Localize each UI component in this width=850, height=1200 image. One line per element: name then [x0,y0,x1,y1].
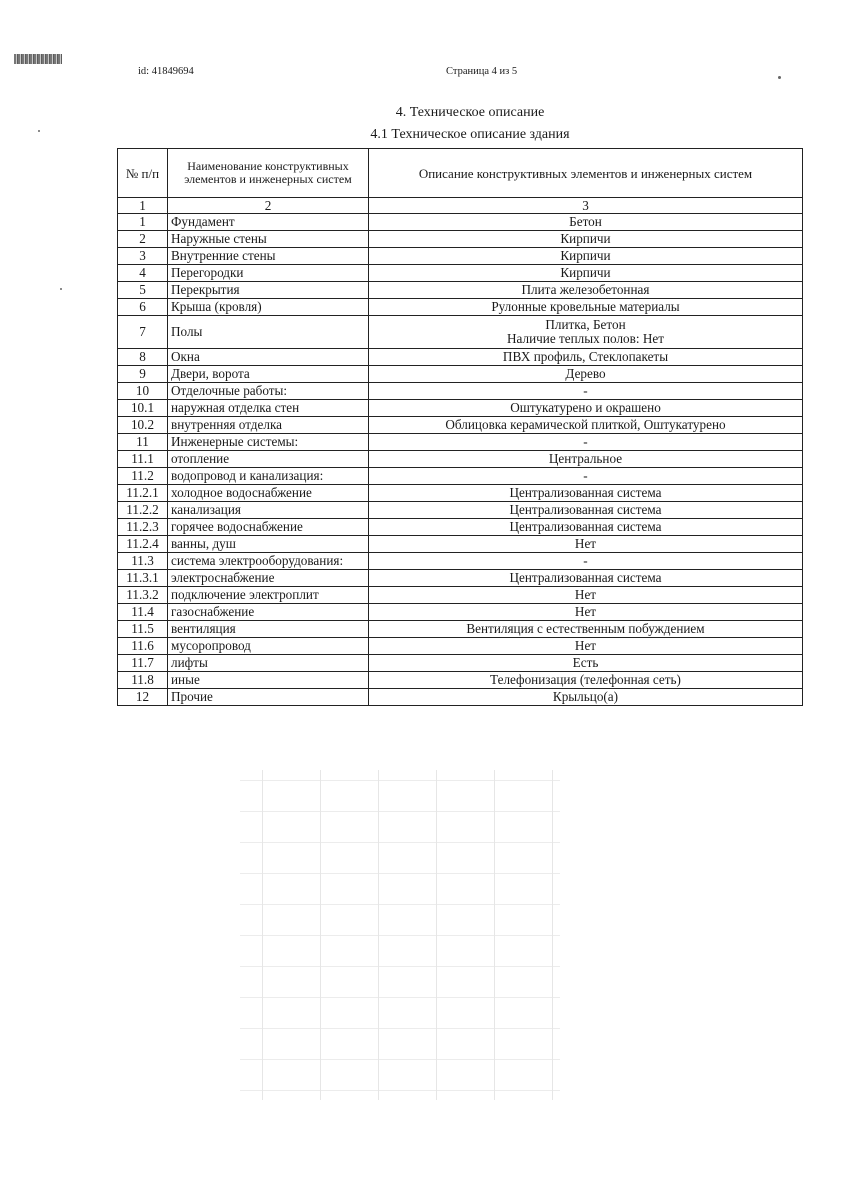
row-element-name: Наружные стены [168,231,369,248]
table-row [118,434,803,451]
table-row [118,366,803,383]
subsection-title: 4.1 Техническое описание здания [370,127,570,142]
row-element-description: Вентиляция с естественным побуждением [369,621,803,638]
table-row [118,672,803,689]
row-element-name: Внутренние стены [168,248,369,265]
row-element-description: Централизованная система [369,485,803,502]
row-number: 11.3.1 [118,570,168,587]
column-index-1: 1 [118,198,168,214]
row-element-name: Окна [168,349,369,366]
table-row [118,604,803,621]
header-element-name: Наименование конструктивных элементов и инженерных систем [168,149,369,198]
table-row [118,248,803,265]
row-description-line: Наличие теплых полов: Нет [507,331,664,346]
table-body [118,214,803,706]
row-element-name: ванны, душ [168,536,369,553]
row-number: 11.5 [118,621,168,638]
table-row [118,485,803,502]
table-row [118,655,803,672]
row-element-description: Нет [369,536,803,553]
row-element-name: Перекрытия [168,282,369,299]
table-row [118,299,803,316]
row-number: 10.1 [118,400,168,417]
row-number: 3 [118,248,168,265]
table-row [118,502,803,519]
table-row [118,519,803,536]
document-id: id: 41849694 [138,66,194,77]
row-element-name: внутренняя отделка [168,417,369,434]
row-element-name: система электрооборудования: [168,553,369,570]
row-element-description: Бетон [369,214,803,231]
row-number: 1 [118,214,168,231]
row-element-description: Крыльцо(а) [369,689,803,706]
table-row [118,383,803,400]
row-number: 7 [118,316,168,349]
row-element-name: вентиляция [168,621,369,638]
row-element-name: газоснабжение [168,604,369,621]
row-description-line: Плитка, Бетон [545,317,626,333]
row-element-description: Централизованная система [369,570,803,587]
row-element-description: Телефонизация (телефонная сеть) [369,672,803,689]
table-row [118,265,803,282]
table-row [118,536,803,553]
row-element-name: наружная отделка стен [168,400,369,417]
row-number: 11.4 [118,604,168,621]
scan-artifact [240,770,560,1100]
row-element-name: Фундамент [168,214,369,231]
row-number: 11.1 [118,451,168,468]
row-element-name: лифты [168,655,369,672]
row-element-description: Кирпичи [369,231,803,248]
row-element-description: Плита железобетонная [369,282,803,299]
row-element-name: канализация [168,502,369,519]
table-row [118,214,803,231]
page-number: Страница 4 из 5 [446,66,518,77]
row-number: 11.2.1 [118,485,168,502]
row-element-name: Инженерные системы: [168,434,369,451]
row-element-description: Облицовка керамической плиткой, Оштукатурено [369,417,803,434]
row-element-name: иные [168,672,369,689]
row-element-description [369,316,803,349]
row-element-description: - [369,553,803,570]
row-element-name: подключение электроплит [168,587,369,604]
row-element-description: Центральное [369,451,803,468]
row-element-name: водопровод и канализация: [168,468,369,485]
row-element-description: Кирпичи [369,248,803,265]
row-number: 11.3.2 [118,587,168,604]
table-row [118,451,803,468]
column-index-2: 2 [168,198,369,214]
row-element-name: Двери, ворота [168,366,369,383]
row-element-name: Перегородки [168,265,369,282]
row-element-name: Полы [168,316,369,349]
technical-description-table [117,148,803,706]
scan-speck [60,288,62,290]
row-number: 11.8 [118,672,168,689]
row-number: 9 [118,366,168,383]
row-element-description: - [369,434,803,451]
row-element-description: - [369,468,803,485]
row-element-description: Централизованная система [369,502,803,519]
row-element-name: Отделочные работы: [168,383,369,400]
column-index-3: 3 [369,198,803,214]
row-element-name: Прочие [168,689,369,706]
row-element-description: Нет [369,604,803,621]
row-element-description: Централизованная система [369,519,803,536]
row-number: 12 [118,689,168,706]
row-element-description: Кирпичи [369,265,803,282]
section-title: 4. Техническое описание [395,105,545,120]
scan-speck [38,130,40,132]
table-row [118,553,803,570]
row-number: 6 [118,299,168,316]
row-element-description: ПВХ профиль, Стеклопакеты [369,349,803,366]
row-number: 11.7 [118,655,168,672]
row-number: 2 [118,231,168,248]
table-row [118,349,803,366]
table-row [118,316,803,349]
scan-stamp-mark [14,54,62,64]
table-row [118,621,803,638]
row-element-name: Крыша (кровля) [168,299,369,316]
row-element-description: Нет [369,587,803,604]
scan-speck [778,76,781,79]
row-number: 11.3 [118,553,168,570]
row-element-description: - [369,383,803,400]
row-number: 11.2.2 [118,502,168,519]
row-number: 4 [118,265,168,282]
table-row [118,570,803,587]
table-row [118,689,803,706]
row-element-name: горячее водоснабжение [168,519,369,536]
header-element-description: Описание конструктивных элементов и инженерных систем [369,149,803,198]
row-number: 11.2.3 [118,519,168,536]
row-number: 10 [118,383,168,400]
table-row [118,468,803,485]
row-number: 10.2 [118,417,168,434]
row-number: 11.2 [118,468,168,485]
table-row [118,638,803,655]
row-number: 5 [118,282,168,299]
header-number: № п/п [118,149,168,198]
row-element-description: Дерево [369,366,803,383]
table-row [118,417,803,434]
row-element-name: холодное водоснабжение [168,485,369,502]
row-number: 11.2.4 [118,536,168,553]
table-row [118,587,803,604]
row-element-description: Рулонные кровельные материалы [369,299,803,316]
row-number: 8 [118,349,168,366]
table-row [118,231,803,248]
table-row [118,282,803,299]
row-element-name: отопление [168,451,369,468]
row-number: 11 [118,434,168,451]
table-row [118,400,803,417]
row-element-description: Оштукатурено и окрашено [369,400,803,417]
row-element-description: Нет [369,638,803,655]
row-element-description: Есть [369,655,803,672]
row-element-name: мусоропровод [168,638,369,655]
row-number: 11.6 [118,638,168,655]
row-element-name: электроснабжение [168,570,369,587]
